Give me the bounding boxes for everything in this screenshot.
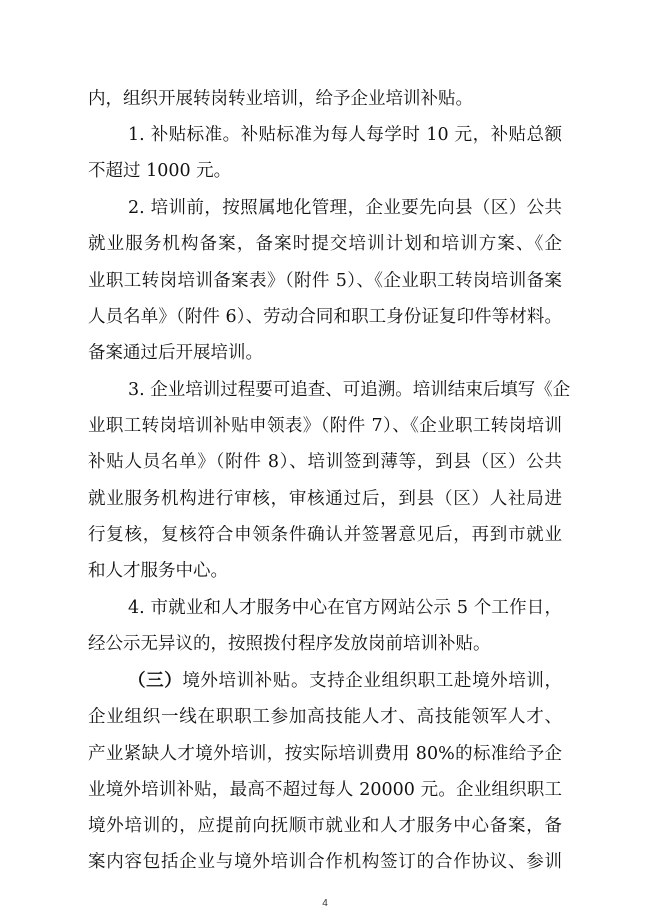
paragraph-line: 案内容包括企业与境外培训合作机构签订的合作协议、参训 (88, 852, 562, 872)
paragraph-line: 企业组织一线在职职工参加高技能人才、高技能领军人才、 (88, 707, 562, 727)
paragraph-line: 内，组织开展转岗转业培训，给予企业培训补贴。 (88, 89, 473, 109)
section-heading-line (128, 670, 562, 692)
paragraph-line: 行复核，复核符合申领条件确认并签署意见后，再到市就业 (88, 525, 562, 545)
paragraph-line: 2. 培训前，按照属地化管理，企业要先向县（区）公共 (128, 198, 562, 218)
paragraph-line: 就业服务机构进行审核，审核通过后，到县（区）人社局进 (88, 489, 562, 509)
paragraph-line: 1. 补贴标准。补贴标准为每人每学时 10 元，补贴总额 (128, 125, 562, 145)
section-heading-text: 境外培训补贴。支持企业组织职工赴境外培训， (182, 671, 563, 691)
paragraph-line: 经公示无异议的，按照拨付程序发放岗前培训补贴。 (88, 634, 491, 654)
paragraph-line: 补贴人员名单》（附件 8）、培训签到薄等，到县（区）公共 (88, 452, 562, 472)
page-number: 4 (322, 898, 328, 909)
paragraph-line: 就业服务机构备案，备案时提交培训计划和培训方案、《企 (88, 234, 562, 254)
paragraph-line: 业境外培训补贴，最高不超过每人 20000 元。企业组织职工 (88, 780, 562, 800)
paragraph-line: 产业紧缺人才境外培训，按实际培训费用 80%的标准给予企 (88, 744, 562, 764)
paragraph-line: 备案通过后开展培训。 (88, 343, 263, 363)
paragraph-line: 业职工转岗培训补贴申领表》（附件 7）、《企业职工转岗培训 (88, 416, 562, 436)
paragraph-line: 4. 市就业和人才服务中心在官方网站公示 5 个工作日， (128, 598, 562, 618)
paragraph-line: 业职工转岗培训备案表》（附件 5）、《企业职工转岗培训备案 (88, 271, 562, 291)
section-heading: （三） (128, 671, 183, 691)
paragraph-line: 和人才服务中心。 (88, 561, 228, 581)
paragraph-line: 不超过 1000 元。 (88, 161, 232, 181)
paragraph-line: 3. 企业培训过程要可追查、可追溯。培训结束后填写《企 (128, 380, 571, 400)
paragraph-line: 人员名单》（附件 6）、劳动合同和职工身份证复印件等材料。 (88, 307, 562, 327)
paragraph-line: 境外培训的，应提前向抚顺市就业和人才服务中心备案，备 (88, 816, 562, 836)
